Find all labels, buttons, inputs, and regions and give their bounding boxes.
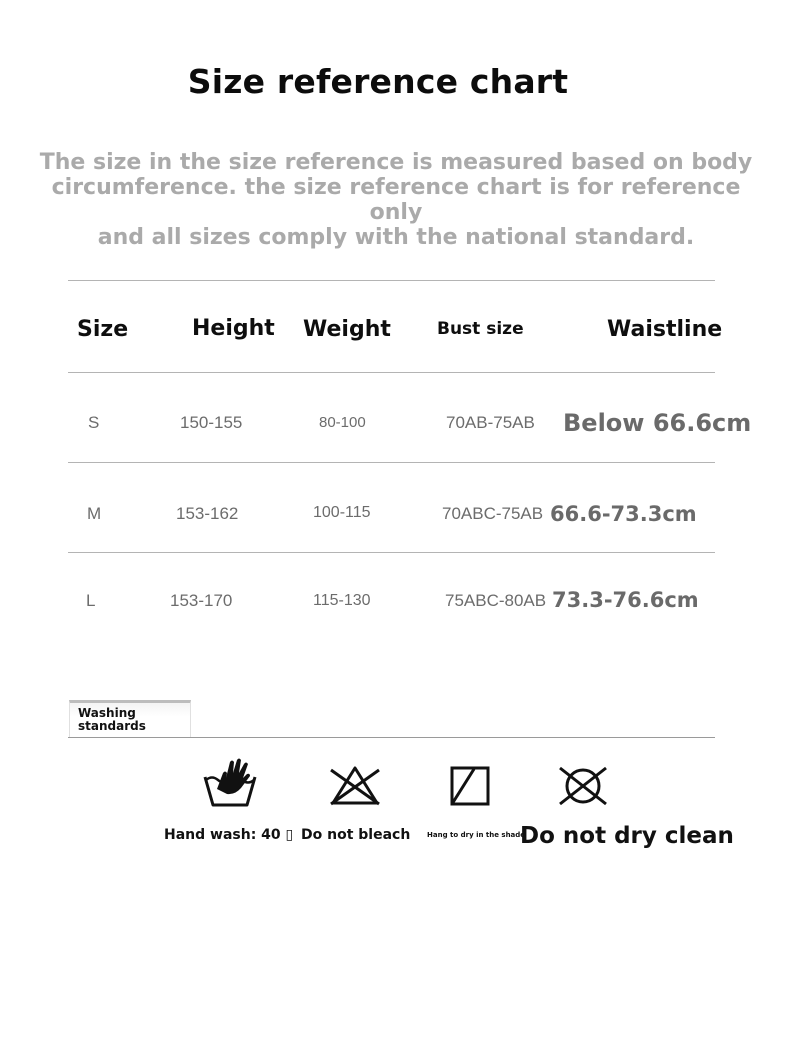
hand-wash-icon bbox=[202, 756, 258, 812]
cell-height: 153-162 bbox=[176, 504, 239, 523]
header-size: Size bbox=[77, 317, 129, 342]
cell-weight: 80-100 bbox=[319, 414, 366, 431]
washing-standards-tab bbox=[69, 700, 191, 737]
header-bust-size: Bust size bbox=[437, 319, 524, 339]
cell-height: 153-170 bbox=[170, 591, 233, 610]
cell-bust: 70ABC-75AB bbox=[442, 504, 544, 523]
size-note bbox=[30, 150, 762, 250]
washing-label-line: Washing bbox=[78, 706, 136, 720]
no-bleach-label: Do not bleach bbox=[301, 827, 411, 843]
washing-standards-label bbox=[78, 707, 146, 733]
table-rule bbox=[68, 462, 715, 463]
no-dry-clean-icon bbox=[556, 765, 610, 811]
cell-size: S bbox=[88, 413, 100, 432]
page-title: Size reference chart bbox=[187, 62, 569, 101]
cell-size: L bbox=[86, 591, 96, 610]
no-bleach-icon bbox=[328, 764, 382, 812]
table-rule bbox=[68, 280, 715, 281]
cell-waistline: 66.6-73.3cm bbox=[550, 502, 697, 526]
hang-dry-shade-label: Hang to dry in the shade bbox=[427, 831, 526, 839]
washing-rule bbox=[68, 737, 715, 738]
hand-wash-label: Hand wash: 40 ▯ bbox=[164, 827, 294, 843]
cell-weight: 115-130 bbox=[313, 592, 371, 609]
cell-weight: 100-115 bbox=[313, 504, 371, 521]
cell-bust: 75ABC-80AB bbox=[445, 591, 547, 610]
cell-waistline: Below 66.6cm bbox=[563, 409, 752, 437]
size-note-line: circumference. the size reference chart is for reference only bbox=[51, 175, 741, 225]
size-note-line: The size in the size reference is measured based on body bbox=[39, 150, 753, 175]
header-waistline: Waistline bbox=[607, 317, 723, 342]
table-rule bbox=[68, 372, 715, 373]
cell-bust: 70AB-75AB bbox=[446, 413, 535, 432]
no-dry-clean-label: Do not dry clean bbox=[520, 823, 734, 849]
washing-label-line: standards bbox=[78, 719, 146, 733]
size-note-line: and all sizes comply with the national standard. bbox=[97, 225, 695, 250]
table-rule bbox=[68, 552, 715, 553]
hang-dry-shade-icon bbox=[449, 765, 491, 811]
header-height: Height bbox=[192, 316, 275, 341]
cell-waistline: 73.3-76.6cm bbox=[552, 588, 699, 612]
cell-height: 150-155 bbox=[180, 413, 243, 432]
header-weight: Weight bbox=[303, 317, 391, 342]
cell-size: M bbox=[87, 504, 102, 523]
